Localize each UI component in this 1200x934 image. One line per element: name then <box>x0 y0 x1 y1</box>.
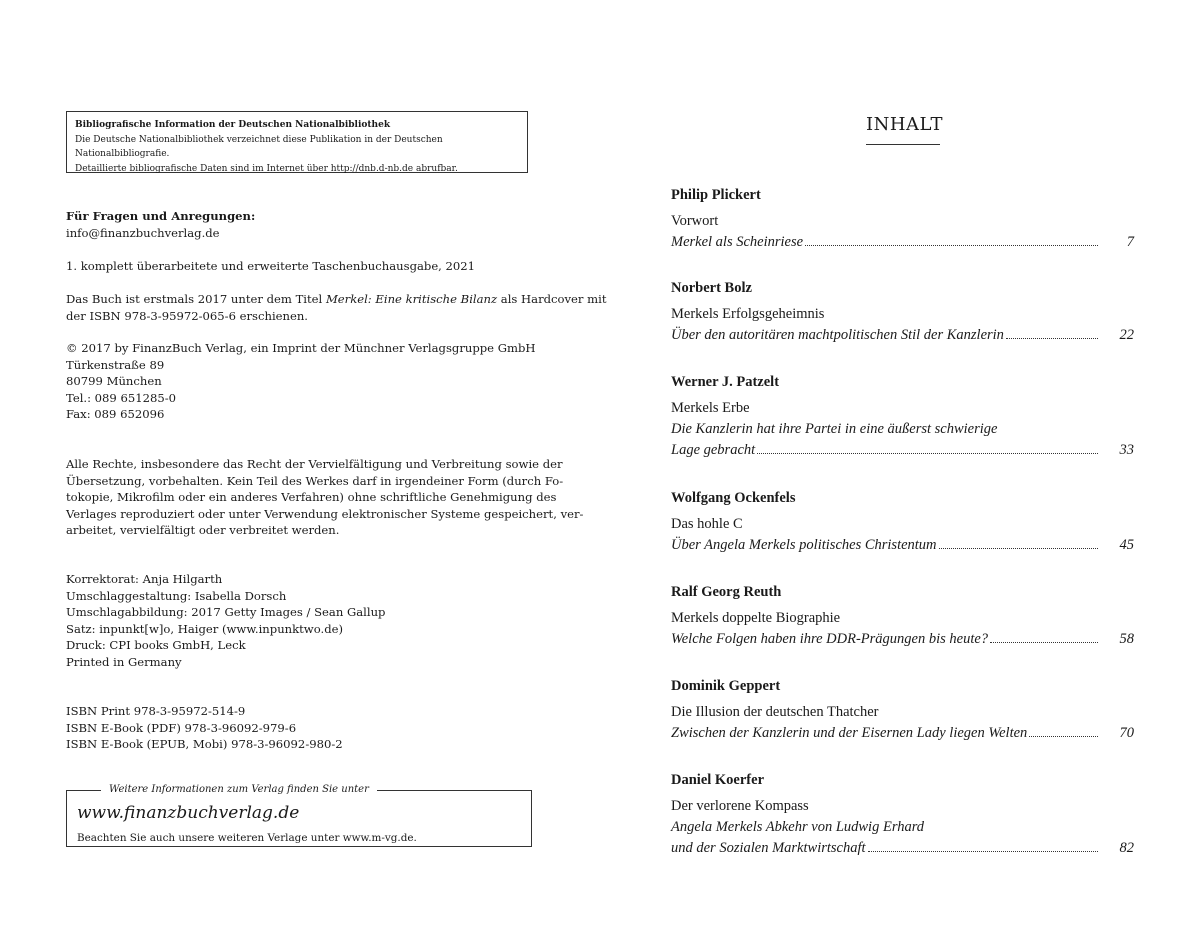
edition-note: 1. komplett überarbeitete und erweiterte Taschenbuchausgabe, 2021 <box>66 259 476 273</box>
credit-line: Satz: inpunkt[w]o, Haiger (www.inpunktwo.de) <box>66 621 343 636</box>
isbn-line: ISBN Print 978-3-95972-514-9 <box>66 704 246 718</box>
toc-page-number: 82 <box>1119 840 1134 856</box>
toc-title: Vorwort <box>671 213 719 229</box>
toc-author: Philip Plickert <box>671 187 761 203</box>
publisher-address-block <box>66 340 536 423</box>
toc-entry[interactable] <box>671 675 1135 744</box>
credit-line: Printed in Germany <box>66 654 182 669</box>
city: 80799 München <box>66 374 162 388</box>
toc-author: Norbert Bolz <box>671 280 752 296</box>
toc-page-number: 33 <box>1119 442 1134 458</box>
credit-line: Umschlaggestaltung: Isabella Dorsch <box>66 588 287 603</box>
leader-dots <box>1006 338 1098 339</box>
telephone: Tel.: 089 651285-0 <box>66 390 177 405</box>
toc-subtitle: Über Angela Merkels politisches Christentum <box>671 537 937 553</box>
toc-subtitle: Lage gebracht <box>671 442 756 458</box>
questions-label: Für Fragen und Anregungen: <box>66 209 256 223</box>
leader-dots <box>757 453 1098 454</box>
toc-author: Daniel Koerfer <box>671 772 765 788</box>
other-publishers-note: Beachten Sie auch unsere weiteren Verlage unter www.m-vg.de. <box>77 832 417 844</box>
toc-entry[interactable] <box>671 581 1135 650</box>
toc-title: Das hohle C <box>671 516 743 532</box>
toc-subtitle: und der Sozialen Marktwirtschaft <box>671 840 866 856</box>
toc-page-number: 22 <box>1119 327 1134 343</box>
toc-subtitle: Über den autoritären machtpolitischen Stil der Kanzlerin <box>671 327 1004 343</box>
toc-author: Ralf Georg Reuth <box>671 584 782 600</box>
rights-line: arbeitet, vervielfältigt oder verbreitet werden. <box>66 523 340 537</box>
toc-page-number: 45 <box>1119 537 1134 553</box>
leader-dots <box>1029 736 1098 737</box>
toc-title: Der verlorene Kompass <box>671 798 809 814</box>
leader-dots <box>868 851 1098 852</box>
toc-subtitle: Angela Merkels Abkehr von Ludwig Erhard <box>671 819 925 835</box>
info-legend: Weitere Informationen zum Verlag finden Sie unter <box>101 783 377 797</box>
rights-line: Alle Rechte, insbesondere das Recht der Vervielfältigung und Verbreitung sowie der <box>66 457 563 471</box>
toc-entry[interactable] <box>671 769 1135 859</box>
toc-page-number: 58 <box>1119 631 1134 647</box>
street: Türkenstraße 89 <box>66 357 165 372</box>
toc-entry[interactable] <box>671 277 1135 346</box>
credit-line: Druck: CPI books GmbH, Leck <box>66 638 246 652</box>
toc-page-number: 7 <box>1126 234 1134 250</box>
toc-title: Merkels Erfolgsgeheimnis <box>671 306 825 322</box>
leader-dots <box>805 245 1098 246</box>
toc-title: Merkels doppelte Biographie <box>671 610 841 626</box>
first-publication-title: Merkel: Eine kritische Bilanz <box>325 292 498 306</box>
rights-line: Verlages reproduziert oder unter Verwendung elektronischer Systeme gespeichert, ver- <box>66 506 584 521</box>
leader-dots <box>939 548 1098 549</box>
contents-page <box>600 0 1200 934</box>
contact-block <box>66 208 536 241</box>
contact-email: info@finanzbuchverlag.de <box>66 225 220 240</box>
toc-author: Werner J. Patzelt <box>671 374 780 390</box>
toc-subtitle: Merkel als Scheinriese <box>671 234 804 250</box>
toc-entry[interactable] <box>671 184 1135 253</box>
publisher-website-link[interactable]: www.finanzbuchverlag.de <box>77 803 300 823</box>
first-publication-line: Das Buch ist erstmals 2017 unter dem Titel Merkel: Eine kritische Bilanz als Hardcover mit <box>66 292 607 306</box>
credit-line: Umschlagabbildung: 2017 Getty Images / Sean Gallup <box>66 605 386 619</box>
rights-line: tokopie, Mikrofilm oder ein anderes Verfahren) ohne schriftliche Genehmigung des <box>66 490 557 504</box>
biblio-text: Die Deutsche Nationalbibliothek verzeichnet diese Publikation in der Deutschen Nationalbibliografie. <box>75 134 443 159</box>
copyright-line: © 2017 by FinanzBuch Verlag, ein Imprint der Münchner Verlagsgruppe GmbH <box>66 341 536 355</box>
biblio-title: Bibliografische Information der Deutschen Nationalbibliothek <box>75 120 391 130</box>
publisher-info-box <box>66 784 532 847</box>
toc-page-number: 70 <box>1119 725 1134 741</box>
toc-entry[interactable] <box>671 487 1135 556</box>
fax: Fax: 089 652096 <box>66 407 165 421</box>
toc-author: Wolfgang Ockenfels <box>671 490 796 506</box>
isbn-line: ISBN E-Book (PDF) 978-3-96092-979-6 <box>66 720 297 735</box>
credits-block <box>66 571 536 670</box>
toc-author: Dominik Geppert <box>671 678 781 694</box>
rights-line: Übersetzung, vorbehalten. Kein Teil des Werkes darf in irgendeiner Form (durch Fo- <box>66 473 564 488</box>
rights-block <box>66 456 584 539</box>
toc-title: Die Illusion der deutschen Thatcher <box>671 704 879 720</box>
toc-subtitle: Zwischen der Kanzlerin und der Eisernen Lady liegen Welten <box>671 725 1028 741</box>
toc-subtitle: Welche Folgen haben ihre DDR-Prägungen bis heute? <box>671 631 989 647</box>
bibliographic-info-box <box>66 111 528 173</box>
first-publication-block <box>66 291 607 324</box>
toc-title: Merkels Erbe <box>671 400 750 416</box>
isbn-line: ISBN E-Book (EPUB, Mobi) 978-3-96092-980-2 <box>66 737 343 751</box>
credit-line: Korrektorat: Anja Hilgarth <box>66 572 223 586</box>
edition-block <box>66 258 536 275</box>
biblio-text: Detaillierte bibliografische Daten sind im Internet über http://dnb.d-nb.de abrufbar. <box>75 163 458 174</box>
first-publication-isbn: der ISBN 978-3-95972-065-6 erschienen. <box>66 308 308 323</box>
toc-heading: INHALT <box>866 114 940 145</box>
isbn-block <box>66 703 536 753</box>
toc-entry[interactable] <box>671 371 1135 461</box>
toc-subtitle: Die Kanzlerin hat ihre Partei in eine äußerst schwierige <box>671 421 998 437</box>
leader-dots <box>990 642 1098 643</box>
